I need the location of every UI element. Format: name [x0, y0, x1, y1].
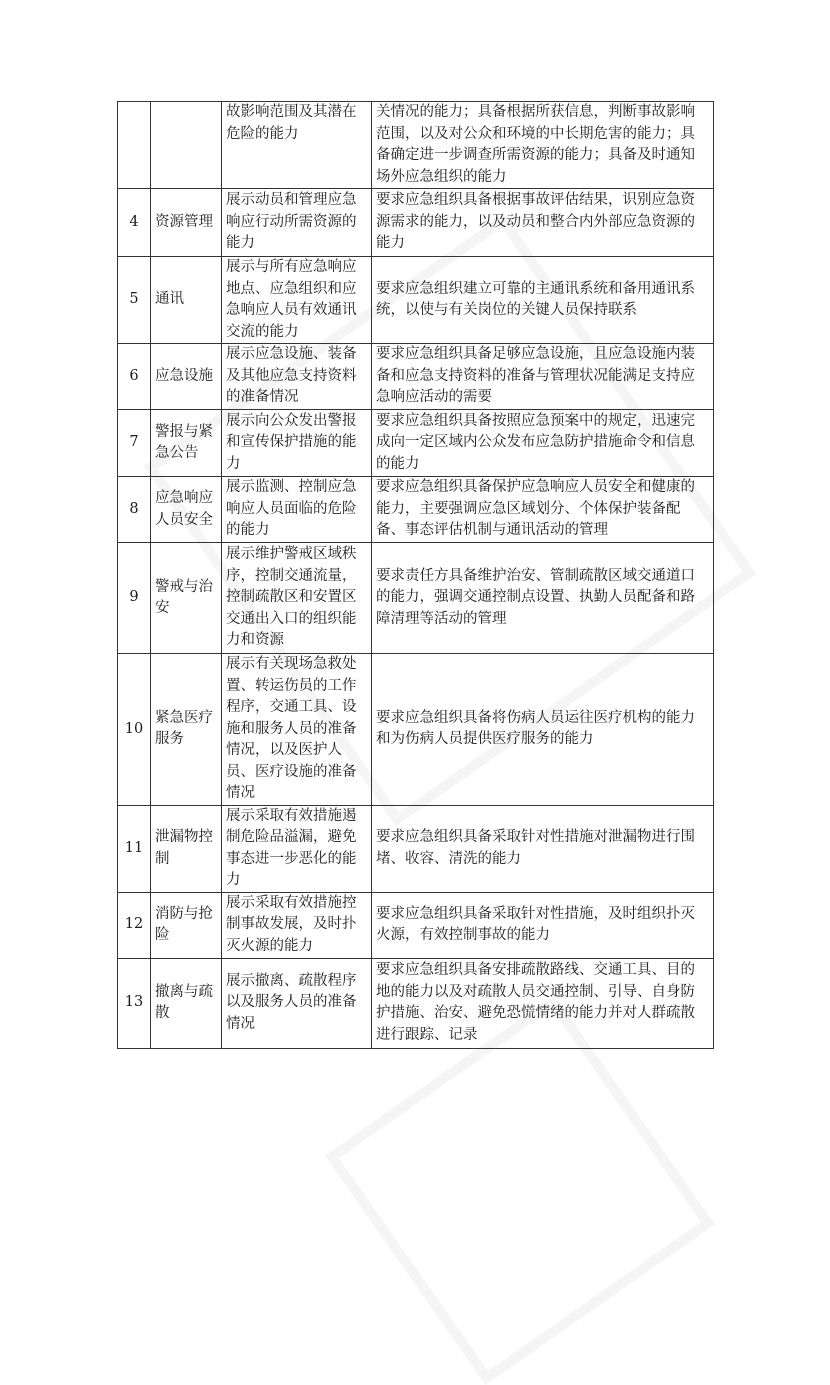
- row-item-name: 警戒与治安: [151, 543, 222, 654]
- row-number: 6: [118, 344, 151, 410]
- table-row: [118, 257, 714, 344]
- row-number: 9: [118, 543, 151, 654]
- evaluation-table: [117, 101, 714, 1049]
- table-row: [118, 892, 714, 958]
- row-item-name: 紧急医疗服务: [151, 654, 222, 806]
- row-goal: 展示采取有效措施控制事故发展，及时扑灭火源的能力: [222, 892, 372, 958]
- row-item-name: 应急设施: [151, 344, 222, 410]
- row-goal: 展示动员和管理应急响应行动所需资源的能力: [222, 189, 372, 257]
- row-number: 8: [118, 477, 151, 543]
- row-item-name: 通讯: [151, 257, 222, 344]
- row-number: 12: [118, 892, 151, 958]
- row-requirement: 要求应急组织具备采取针对性措施，及时组织扑灭火源，有效控制事故的能力: [372, 892, 714, 958]
- row-goal: 展示与所有应急响应地点、应急组织和应急响应人员有效通讯交流的能力: [222, 257, 372, 344]
- row-goal: 展示采取有效措施遏制危险品溢漏，避免事态进一步恶化的能力: [222, 805, 372, 892]
- row-goal: 展示撤离、疏散程序以及服务人员的准备情况: [222, 958, 372, 1048]
- watermark-shape-bottom: [325, 995, 715, 1385]
- row-number: 4: [118, 189, 151, 257]
- table-row: [118, 654, 714, 806]
- row-goal: 展示维护警戒区域秩序，控制交通流量，控制疏散区和安置区交通出入口的组织能力和资源: [222, 543, 372, 654]
- row-number: 7: [118, 410, 151, 477]
- row-item-name: 警报与紧急公告: [151, 410, 222, 477]
- row-goal: 故影响范围及其潜在危险的能力: [222, 102, 372, 189]
- row-requirement: 要求应急组织具备按照应急预案中的规定，迅速完成向一定区域内公众发布应急防护措施命令和信息的能力: [372, 410, 714, 477]
- row-item-name: 消防与抢险: [151, 892, 222, 958]
- row-number: 11: [118, 805, 151, 892]
- row-number: 5: [118, 257, 151, 344]
- row-item-name: 资源管理: [151, 189, 222, 257]
- table-row: [118, 189, 714, 257]
- row-requirement: 要求应急组织具备安排疏散路线、交通工具、目的地的能力以及对疏散人员交通控制、引导、自身防护措施、治安、避免恐慌情绪的能力并对人群疏散进行跟踪、记录: [372, 958, 714, 1048]
- table-row: [118, 958, 714, 1048]
- row-goal: 展示监测、控制应急响应人员面临的危险的能力: [222, 477, 372, 543]
- row-requirement: 要求责任方具备维护治安、管制疏散区域交通道口的能力，强调交通控制点设置、执勤人员配备和路障清理等活动的管理: [372, 543, 714, 654]
- row-item-name: 撤离与疏散: [151, 958, 222, 1048]
- table-row: [118, 477, 714, 543]
- row-goal: 展示有关现场急救处置、转运伤员的工作程序，交通工具、设施和服务人员的准备情况，以及医护人员、医疗设施的准备情况: [222, 654, 372, 806]
- row-number: 13: [118, 958, 151, 1048]
- row-item-name: 泄漏物控制: [151, 805, 222, 892]
- table-row: [118, 410, 714, 477]
- row-requirement: 要求应急组织具备足够应急设施，且应急设施内装备和应急支持资料的准备与管理状况能满足支持应急响应活动的需要: [372, 344, 714, 410]
- row-item-name: [151, 102, 222, 189]
- row-goal: 展示向公众发出警报和宣传保护措施的能力: [222, 410, 372, 477]
- row-requirement: 关情况的能力；具备根据所获信息，判断事故影响范围，以及对公众和环境的中长期危害的能力；具备确定进一步调查所需资源的能力；具备及时通知场外应急组织的能力: [372, 102, 714, 189]
- row-requirement: 要求应急组织具备根据事故评估结果，识别应急资源需求的能力，以及动员和整合内外部应急资源的能力: [372, 189, 714, 257]
- row-requirement: 要求应急组织建立可靠的主通讯系统和备用通讯系统，以使与有关岗位的关键人员保持联系: [372, 257, 714, 344]
- row-goal: 展示应急设施、装备及其他应急支持资料的准备情况: [222, 344, 372, 410]
- row-number: [118, 102, 151, 189]
- table-row: [118, 543, 714, 654]
- table-row: [118, 805, 714, 892]
- row-number: 10: [118, 654, 151, 806]
- row-requirement: 要求应急组织具备将伤病人员运往医疗机构的能力和为伤病人员提供医疗服务的能力: [372, 654, 714, 806]
- table-row: [118, 344, 714, 410]
- table-row: [118, 102, 714, 189]
- row-item-name: 应急响应人员安全: [151, 477, 222, 543]
- row-requirement: 要求应急组织具备保护应急响应人员安全和健康的能力，主要强调应急区域划分、个体保护装备配备、事态评估机制与通讯活动的管理: [372, 477, 714, 543]
- row-requirement: 要求应急组织具备采取针对性措施对泄漏物进行围堵、收容、清洗的能力: [372, 805, 714, 892]
